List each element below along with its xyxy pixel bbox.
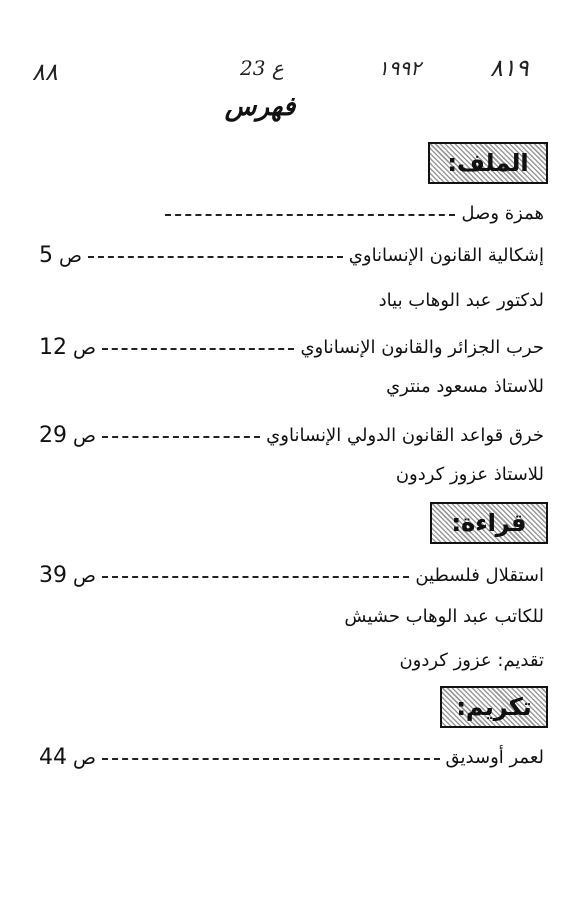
toc-row[interactable] bbox=[39, 742, 544, 772]
toc-page: ص5 bbox=[39, 242, 82, 268]
dot-leader bbox=[102, 758, 440, 760]
toc-page: ص44 bbox=[39, 744, 96, 770]
toc-title: همزة وصل bbox=[461, 202, 544, 224]
dot-leader bbox=[165, 214, 455, 216]
toc-row[interactable] bbox=[39, 420, 544, 450]
toc-title: لعمر أوسديق bbox=[445, 746, 544, 768]
section-header-file bbox=[428, 142, 548, 184]
page-title: فهرس bbox=[224, 92, 296, 122]
toc-row[interactable] bbox=[39, 240, 544, 270]
handwritten-mark-left: ٨٨ bbox=[32, 58, 58, 86]
toc-author: للكاتب عبد الوهاب حشيش bbox=[344, 606, 544, 627]
section-header-reading bbox=[430, 502, 548, 544]
toc-page: ص29 bbox=[39, 422, 96, 448]
handwritten-mark-right: ٨١٩ bbox=[490, 54, 529, 82]
dot-leader bbox=[102, 348, 294, 350]
toc-title: حرب الجزائر والقانون الإنساناوي bbox=[300, 336, 544, 358]
toc-author: للاستاذ عزوز كردون bbox=[395, 464, 544, 485]
section-label-tribute: تكريم: bbox=[456, 693, 532, 721]
toc-title: خرق قواعد القانون الدولي الإنساناوي bbox=[266, 424, 544, 446]
toc-row[interactable] bbox=[39, 332, 544, 362]
section-label-file: الملف: bbox=[447, 149, 529, 177]
toc-title: إشكالية القانون الإنساناوي bbox=[348, 244, 544, 266]
dot-leader bbox=[102, 576, 409, 578]
dot-leader bbox=[102, 436, 260, 438]
handwritten-mark-center: 23 ع bbox=[240, 56, 284, 80]
toc-row[interactable] bbox=[39, 560, 544, 590]
section-header-tribute bbox=[440, 686, 548, 728]
toc-title: استقلال فلسطين bbox=[415, 564, 544, 586]
section-label-reading: قراءة: bbox=[451, 509, 527, 537]
toc-page: ص39 bbox=[39, 562, 96, 588]
toc-row[interactable] bbox=[39, 198, 544, 228]
dot-leader bbox=[88, 256, 343, 258]
handwritten-year: ١٩٩٢ bbox=[378, 56, 421, 80]
toc-author: للاستاذ مسعود منتري bbox=[386, 376, 544, 397]
toc-page: ص12 bbox=[39, 334, 96, 360]
toc-author: لدكتور عبد الوهاب بياد bbox=[378, 290, 544, 311]
toc-intro: تقديم: عزوز كردون bbox=[399, 650, 544, 671]
